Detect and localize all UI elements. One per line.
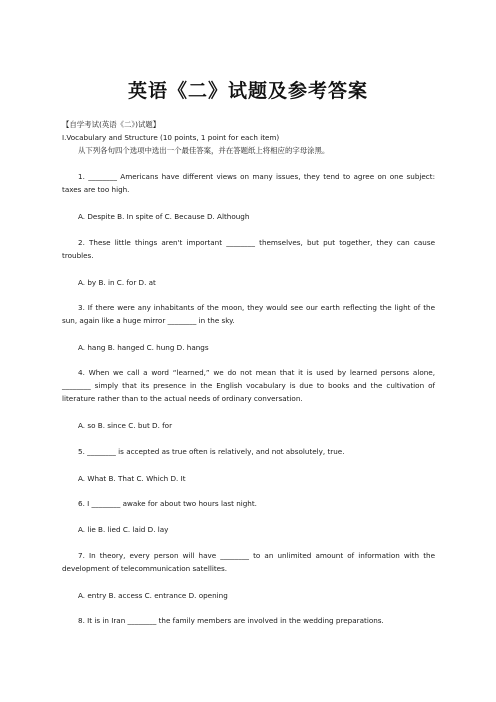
- question-stem: 5. ________ is accepted as true often is relatively, and not absolutely, true.: [78, 447, 345, 456]
- question-options: A. by B. in C. for D. at: [78, 278, 156, 287]
- question-stem: 4. When we call a word “learned,” we do not mean that it is used by learned persons alone, ________ simply that its presence in the English vocabulary is due to books and the cultivation of literature rather than to the actual needs of ordinary conversation.: [62, 368, 435, 403]
- question-stem: 7. In theory, every person will have ________ to an unlimited amount of information with the development of telecommunication satellites.: [62, 551, 435, 573]
- section-heading: Ⅰ.Vocabulary and Structure (10 points, 1 point for each item): [62, 133, 280, 142]
- question-options: A. Despite B. In spite of C. Because D. Although: [78, 212, 250, 221]
- question-options: A. hang B. hanged C. hung D. hangs: [78, 343, 209, 352]
- question-stem: 6. I ________ awake for about two hours last night.: [78, 499, 257, 508]
- question-options: A. entry B. access C. entrance D. opening: [78, 591, 228, 600]
- question-stem: 1. ________ Americans have different views on many issues, they tend to agree on one subject: taxes are too high.: [62, 172, 435, 194]
- question-stem: 8. It is in Iran ________ the family members are involved in the wedding preparations.: [78, 616, 384, 625]
- question-options: A. lie B. lied C. laid D. lay: [78, 525, 169, 534]
- question-options: A. What B. That C. Which D. It: [78, 474, 186, 483]
- question-stem: 2. These little things aren't important ________ themselves, but put together, they can cause troubles.: [62, 238, 435, 260]
- exam-header: 【自学考试(英语《二》)试题】: [62, 120, 161, 129]
- page-title: 英语《二》试题及参考答案: [127, 80, 368, 102]
- instruction-text: 从下列各句四个选项中选出一个最佳答案，并在答题纸上将相应的字母涂黑。: [78, 146, 330, 155]
- question-options: A. so B. since C. but D. for: [78, 421, 173, 430]
- question-stem: 3. If there were any inhabitants of the moon, they would see our earth reflecting the light of the sun, again like a huge mirror ________ in the sky.: [62, 303, 435, 325]
